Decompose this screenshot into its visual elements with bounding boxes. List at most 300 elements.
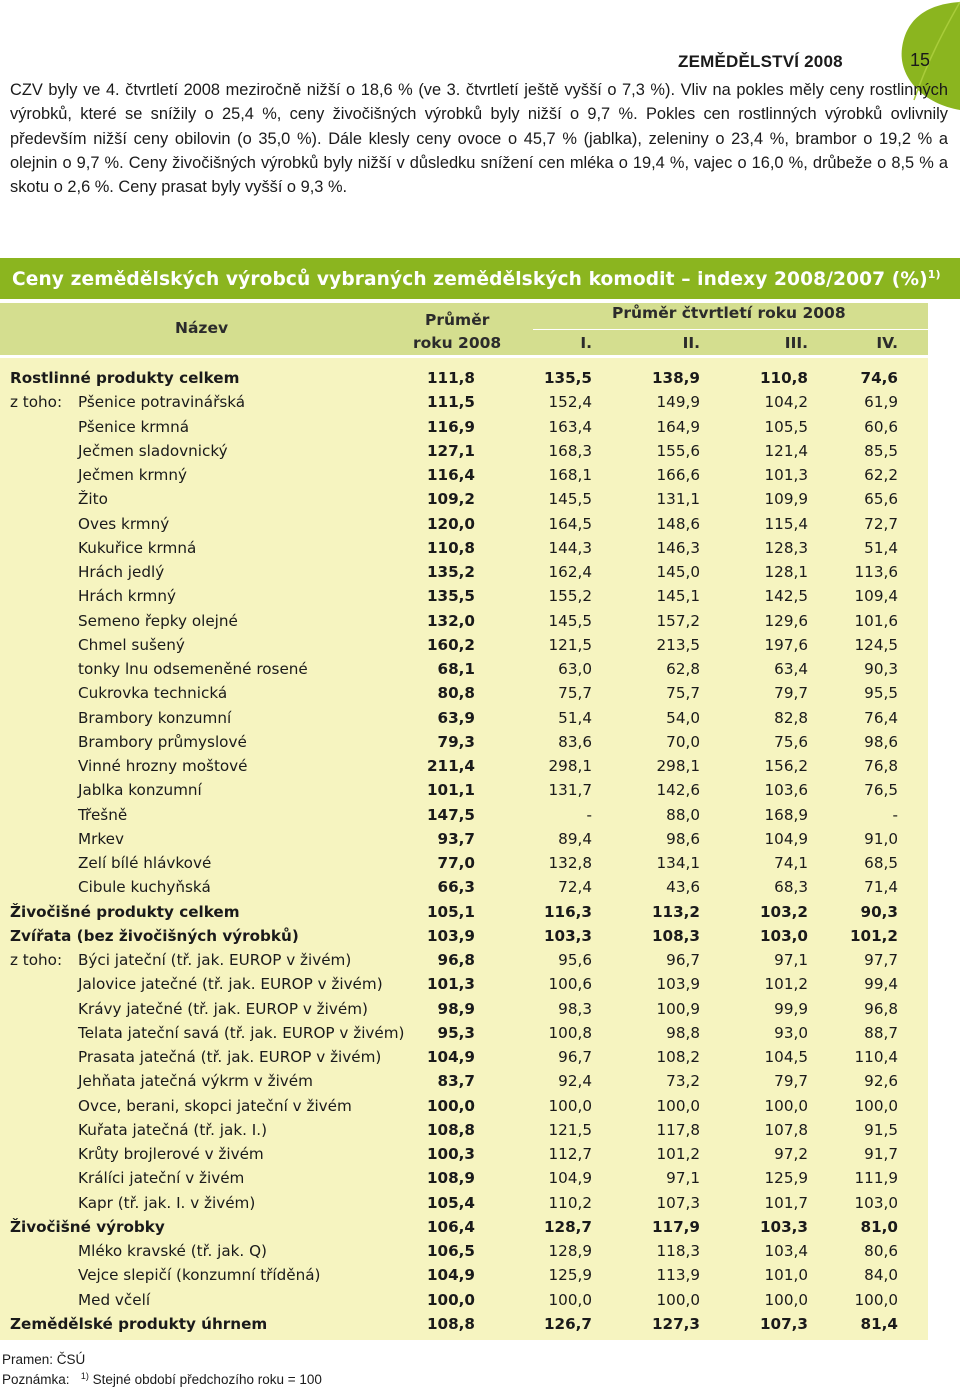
row-q2-value: 100,9 (656, 999, 700, 1018)
row-q3-value: 74,1 (774, 854, 808, 872)
row-q3-value: 156,2 (764, 757, 808, 775)
row-q1-value: 162,4 (548, 563, 592, 581)
row-q3-value: 128,1 (764, 563, 808, 581)
row-q2-value: 101,2 (656, 1145, 700, 1163)
row-q2-value: 73,2 (666, 1072, 700, 1091)
row-q1-value: 144,3 (548, 538, 592, 557)
column-header-q3: III. (784, 334, 808, 352)
row-annual-avg: 135,2 (426, 563, 475, 581)
row-label: Cibule kuchyňská (78, 878, 211, 897)
row-label: Vejce slepičí (konzumní tříděná) (78, 1266, 321, 1285)
row-q4-value: 113,6 (854, 563, 898, 581)
row-q2-value: 98,8 (666, 1023, 700, 1042)
row-label: Hrách krmný (78, 587, 176, 606)
row-q2-value: 145,0 (656, 563, 700, 581)
row-q1-value: 83,6 (558, 732, 592, 751)
table-row (0, 1191, 928, 1215)
row-q4-value: 91,0 (864, 829, 898, 848)
row-annual-avg: 80,8 (437, 684, 475, 703)
table-row (0, 972, 928, 996)
row-q4-value: 101,2 (849, 926, 898, 945)
row-q2-value: 113,9 (656, 1266, 700, 1285)
row-q1-value: 112,7 (548, 1145, 592, 1163)
table-row (0, 1142, 928, 1166)
table-row (0, 1118, 928, 1142)
table-row (0, 487, 928, 511)
row-q1-value: 96,7 (558, 1048, 592, 1066)
row-q2-value: 164,9 (656, 417, 700, 436)
column-header-q2: II. (682, 334, 700, 352)
row-q4-value: 84,0 (864, 1266, 898, 1285)
row-annual-avg: 127,1 (426, 441, 475, 460)
row-q1-value: 51,4 (558, 708, 592, 727)
row-q2-value: 118,3 (656, 1242, 700, 1260)
row-q4-value: 65,6 (864, 490, 898, 509)
row-annual-avg: 98,9 (437, 999, 475, 1018)
row-annual-avg: 105,4 (426, 1193, 475, 1212)
row-q2-value: 43,6 (666, 878, 700, 897)
row-q2-value: 166,6 (656, 466, 700, 484)
row-q1-value: 104,9 (548, 1169, 592, 1188)
row-q3-value: 125,9 (764, 1169, 808, 1188)
row-q3-value: 142,5 (764, 587, 808, 606)
row-q3-value: 82,8 (774, 708, 808, 727)
row-q4-value: 81,0 (860, 1217, 898, 1236)
row-q2-value: 62,8 (666, 660, 700, 678)
column-header-q1: I. (580, 334, 592, 352)
table-row (0, 512, 928, 536)
row-q4-value: 111,9 (854, 1169, 898, 1188)
table-row (0, 1021, 928, 1045)
row-q4-value: 71,4 (864, 878, 898, 897)
row-label: Jablka konzumní (78, 781, 202, 800)
row-q3-value: 97,1 (774, 951, 808, 969)
row-annual-avg: 66,3 (437, 878, 475, 897)
row-q4-value: 97,7 (864, 951, 898, 969)
row-label: Třešně (78, 805, 128, 824)
row-q4-value: 76,5 (864, 781, 898, 800)
row-annual-avg: 79,3 (437, 732, 475, 751)
row-q3-value: 99,9 (774, 999, 808, 1018)
row-prefix: z toho: (10, 951, 63, 969)
row-prefix: z toho: (10, 393, 63, 412)
row-q2-value: 54,0 (666, 708, 700, 727)
column-header-quarterly-avg: Průměr čtvrtletí roku 2008 (612, 304, 846, 322)
row-q3-value: 79,7 (774, 1072, 808, 1091)
row-q2-value: 108,3 (651, 926, 700, 945)
row-label: Ječmen krmný (78, 466, 187, 484)
table-title-footnote-mark: 1) (927, 268, 941, 281)
table-row (0, 681, 928, 705)
row-label: Cukrovka technická (78, 684, 228, 703)
row-annual-avg: 96,8 (437, 951, 475, 969)
row-q4-value: 72,7 (864, 514, 898, 533)
row-q1-value: 103,3 (543, 926, 592, 945)
column-header-annual-avg-line1: Průměr (425, 311, 490, 329)
row-label: tonky lnu odsemeněné rosené (78, 660, 308, 678)
row-label: Králíci jateční v živém (78, 1169, 245, 1188)
table-row (0, 1094, 928, 1118)
row-q1-value: 100,0 (548, 1290, 592, 1309)
row-q1-value: 164,5 (548, 514, 592, 533)
row-q4-value: 92,6 (864, 1072, 898, 1091)
row-q2-value: 117,8 (656, 1120, 700, 1139)
page-number: 15 (910, 50, 931, 70)
row-q4-value: 100,0 (854, 1096, 898, 1115)
row-q2-value: 75,7 (666, 684, 700, 703)
table-row (0, 1288, 928, 1312)
row-annual-avg: 101,1 (426, 781, 475, 800)
row-q2-value: 113,2 (651, 902, 700, 921)
row-annual-avg: 132,0 (426, 611, 475, 630)
row-q4-value: - (892, 805, 898, 824)
row-annual-avg: 103,9 (426, 926, 475, 945)
row-q2-value: 70,0 (666, 732, 700, 751)
row-q4-value: 61,9 (864, 393, 898, 412)
row-q3-value: 79,7 (774, 684, 808, 703)
row-q3-value: 104,9 (764, 829, 808, 848)
row-q3-value: 109,9 (764, 490, 808, 509)
row-q1-value: 98,3 (558, 999, 592, 1018)
row-label: Vinné hrozny moštové (78, 757, 248, 775)
row-q2-value: 108,2 (656, 1048, 700, 1066)
intro-paragraph: CZV byly ve 4. čtvrtletí 2008 meziročně nižší o 18,6 % (ve 3. čtvrtletí ještě vyšší o 7,3 %). Vliv na pokles měly ceny rostlinných výrobků, které se snížily o 25,4 %, ceny živočišných výrobků byly nižší o 9,7 %. Pokles cen rostlinných výrobků ovlivnily především nižší ceny obilovin (o 35,0 %). Dále klesly ceny ovoce o 45,7 % (jablka), zeleniny o 23,4 %, brambor o 19,2 % a olejnin o 9,7 %. Ceny živočišných výrobků byly nižší v důsledku snížení cen mléka o 19,4 %, vajec o 16,0 %, drůbeže o 8,5 % a skotu o 2,6 %. Ceny prasat byly vyšší o 9,3 %. (10, 81, 948, 197)
row-q1-value: 132,8 (548, 854, 592, 872)
row-q1-value: 152,4 (548, 393, 592, 412)
row-q2-value: 103,9 (656, 975, 700, 994)
row-annual-avg: 104,9 (426, 1048, 475, 1066)
row-q4-value: 60,6 (864, 417, 898, 436)
row-q1-value: 168,3 (548, 441, 592, 460)
row-q1-value: 163,4 (548, 417, 592, 436)
row-label: Chmel sušený (78, 635, 185, 654)
row-label: Med včelí (78, 1290, 151, 1309)
table-row (0, 1239, 928, 1263)
row-q1-value: 121,5 (548, 1120, 592, 1139)
row-q3-value: 105,5 (764, 417, 808, 436)
table-row (0, 1312, 928, 1336)
row-annual-avg: 147,5 (426, 805, 475, 824)
table-row (0, 730, 928, 754)
row-q4-value: 80,6 (864, 1242, 898, 1260)
table-row (0, 463, 928, 487)
row-q3-value: 129,6 (764, 611, 808, 630)
row-q3-value: 197,6 (764, 635, 808, 654)
table-row (0, 657, 928, 681)
row-label: Jehňata jatečná výkrm v živém (78, 1072, 313, 1091)
column-header-name: Název (175, 319, 229, 337)
row-label: Rostlinné produkty celkem (10, 369, 240, 387)
row-label: Mléko kravské (tř. jak. Q) (78, 1242, 267, 1260)
row-annual-avg: 211,4 (426, 757, 475, 775)
table-row (0, 1069, 928, 1093)
row-q4-value: 98,6 (864, 732, 898, 751)
table-row (0, 1215, 928, 1239)
row-q4-value: 76,8 (864, 757, 898, 775)
row-q1-value: 110,2 (548, 1193, 592, 1212)
row-label: Prasata jatečná (tř. jak. EUROP v živém) (78, 1048, 382, 1066)
row-q2-value: 134,1 (656, 854, 700, 872)
row-q3-value: 107,8 (764, 1120, 808, 1139)
row-q3-value: 104,2 (764, 393, 808, 412)
row-annual-avg: 93,7 (437, 829, 475, 848)
footnote-mark: 1) (80, 1371, 89, 1381)
row-q3-value: 121,4 (764, 441, 808, 460)
footnote (2, 1371, 322, 1387)
row-annual-avg: 108,8 (426, 1120, 475, 1139)
row-q1-value: 168,1 (548, 466, 592, 484)
row-q4-value: 109,4 (854, 587, 898, 606)
row-annual-avg: 110,8 (426, 538, 475, 557)
row-q1-value: 63,0 (558, 660, 592, 678)
row-annual-avg: 160,2 (426, 635, 475, 654)
table-row (0, 1263, 928, 1287)
row-q4-value: 96,8 (864, 999, 898, 1018)
row-label: Ovce, berani, skopci jateční v živém (78, 1096, 352, 1115)
row-label: Ječmen sladovnický (78, 441, 228, 460)
table-row (0, 560, 928, 584)
table-row (0, 851, 928, 875)
footnote-label: Poznámka: (2, 1372, 70, 1387)
row-q3-value: 101,2 (764, 975, 808, 994)
row-q1-value: 100,6 (548, 975, 592, 994)
footnote-text: Stejné období předchozího roku = 100 (92, 1372, 322, 1387)
row-q4-value: 76,4 (864, 708, 898, 727)
row-annual-avg: 100,0 (426, 1290, 475, 1309)
table-row (0, 584, 928, 608)
row-q2-value: 146,3 (656, 538, 700, 557)
row-q4-value: 68,5 (864, 854, 898, 872)
row-q4-value: 85,5 (864, 441, 898, 460)
row-q2-value: 88,0 (666, 805, 700, 824)
table-row (0, 754, 928, 778)
table-row (0, 1045, 928, 1069)
row-q4-value: 101,6 (854, 611, 898, 630)
row-q3-value: 101,7 (764, 1193, 808, 1212)
table-row (0, 706, 928, 730)
row-label: Pšenice krmná (78, 417, 190, 436)
row-annual-avg: 100,0 (426, 1096, 475, 1115)
row-q1-value: 75,7 (558, 684, 592, 703)
table-row (0, 1166, 928, 1190)
row-q3-value: 100,0 (764, 1290, 808, 1309)
row-q1-value: 155,2 (548, 587, 592, 606)
row-q3-value: 97,2 (774, 1145, 808, 1163)
row-q3-value: 93,0 (774, 1023, 808, 1042)
row-q2-value: 142,6 (656, 781, 700, 800)
row-q1-value: 128,7 (543, 1217, 592, 1236)
row-q1-value: 145,5 (548, 490, 592, 509)
row-q2-value: 131,1 (656, 490, 700, 509)
row-annual-avg: 83,7 (437, 1072, 475, 1091)
row-label: Zelí bílé hlávkové (78, 854, 212, 872)
row-q4-value: 110,4 (854, 1048, 898, 1066)
row-label: Telata jateční savá (tř. jak. EUROP v živém) (78, 1023, 405, 1042)
row-q3-value: 128,3 (764, 538, 808, 557)
row-q4-value: 103,0 (854, 1193, 898, 1212)
row-annual-avg: 108,8 (426, 1314, 475, 1333)
row-annual-avg: 95,3 (437, 1023, 475, 1042)
row-q3-value: 103,0 (759, 926, 808, 945)
row-q1-value: 125,9 (548, 1266, 592, 1285)
row-annual-avg: 111,8 (426, 369, 475, 387)
row-annual-avg: 116,9 (426, 417, 475, 436)
row-label: Býci jateční (tř. jak. EUROP v živém) (78, 951, 352, 969)
row-q1-value: 100,0 (548, 1096, 592, 1115)
row-q1-value: 95,6 (558, 951, 592, 969)
row-q3-value: 75,6 (774, 732, 808, 751)
row-q3-value: 103,6 (764, 781, 808, 800)
row-q4-value: 74,6 (860, 369, 898, 387)
row-q3-value: 104,5 (764, 1048, 808, 1066)
row-label: Pšenice potravinářská (78, 393, 246, 412)
row-label: Živočišné výrobky (10, 1217, 165, 1236)
row-annual-avg: 109,2 (426, 490, 475, 509)
row-q3-value: 100,0 (764, 1096, 808, 1115)
row-q2-value: 107,3 (656, 1193, 700, 1212)
row-label: Mrkev (78, 829, 124, 848)
row-q2-value: 127,3 (651, 1314, 700, 1333)
row-q3-value: 101,0 (764, 1266, 808, 1285)
column-header-q4: IV. (876, 334, 898, 352)
row-label: Živočišné produkty celkem (10, 902, 240, 921)
header-divider (533, 329, 928, 330)
row-annual-avg: 77,0 (437, 854, 475, 872)
row-annual-avg: 100,3 (426, 1145, 475, 1163)
row-annual-avg: 101,3 (426, 975, 475, 994)
table-row (0, 366, 928, 390)
row-q2-value: 149,9 (656, 393, 700, 412)
price-index-table (0, 303, 928, 1340)
row-q4-value: 62,2 (864, 466, 898, 484)
row-q1-value: 135,5 (543, 369, 592, 387)
row-label: Žito (78, 490, 108, 509)
row-q3-value: 115,4 (764, 514, 808, 533)
table-row (0, 390, 928, 414)
row-label: Kuřata jatečná (tř. jak. I.) (78, 1120, 267, 1139)
row-q3-value: 103,2 (759, 902, 808, 921)
row-q3-value: 110,8 (759, 369, 808, 387)
table-row (0, 948, 928, 972)
row-q2-value: 96,7 (666, 951, 700, 969)
row-annual-avg: 106,5 (426, 1242, 475, 1260)
row-q2-value: 97,1 (666, 1169, 700, 1188)
row-annual-avg: 68,1 (437, 660, 475, 678)
row-q2-value: 98,6 (666, 829, 700, 848)
row-label: Zemědělské produkty úhrnem (10, 1314, 268, 1333)
row-q1-value: 72,4 (558, 878, 592, 897)
table-row (0, 633, 928, 657)
table-row (0, 415, 928, 439)
row-label: Kukuřice krmná (78, 538, 197, 557)
row-q4-value: 124,5 (854, 635, 898, 654)
row-q4-value: 91,5 (864, 1120, 898, 1139)
row-q1-value: 89,4 (558, 829, 592, 848)
row-annual-avg: 105,1 (426, 902, 475, 921)
row-q3-value: 101,3 (764, 466, 808, 484)
table-header (0, 303, 928, 355)
page-header-title: ZEMĚDĚLSTVÍ 2008 (678, 52, 843, 71)
row-label: Semeno řepky olejné (78, 611, 238, 630)
row-q2-value: 100,0 (656, 1290, 700, 1309)
row-label: Hrách jedlý (78, 563, 165, 581)
row-q1-value: 298,1 (548, 757, 592, 775)
row-q2-value: 145,1 (656, 587, 700, 606)
row-q1-value: - (586, 805, 592, 824)
row-annual-avg: 135,5 (426, 587, 475, 606)
source-note: Pramen: ČSÚ (2, 1352, 86, 1367)
row-q2-value: 157,2 (656, 611, 700, 630)
row-q1-value: 126,7 (543, 1314, 592, 1333)
table-row (0, 827, 928, 851)
row-q4-value: 90,3 (860, 902, 898, 921)
column-header-annual-avg-line2: roku 2008 (413, 334, 502, 352)
row-label: Oves krmný (78, 514, 170, 533)
row-q3-value: 107,3 (759, 1314, 808, 1333)
row-q4-value: 81,4 (860, 1314, 898, 1333)
row-q4-value: 91,7 (864, 1145, 898, 1163)
row-q1-value: 116,3 (543, 902, 592, 921)
table-title-banner (0, 258, 960, 299)
table-row (0, 536, 928, 560)
row-q2-value: 117,9 (651, 1217, 700, 1236)
row-annual-avg: 111,5 (426, 393, 475, 412)
row-q4-value: 95,5 (864, 684, 898, 703)
row-annual-avg: 108,9 (426, 1169, 475, 1188)
row-q3-value: 168,9 (764, 805, 808, 824)
table-title-text: Ceny zemědělských výrobců vybraných zemědělských komodit – indexy 2008/2007 (%) (12, 269, 928, 290)
row-annual-avg: 120,0 (426, 514, 475, 533)
row-q1-value: 145,5 (548, 611, 592, 630)
row-q3-value: 103,4 (764, 1242, 808, 1260)
row-q3-value: 63,4 (774, 660, 808, 678)
row-label: Zvířata (bez živočišných výrobků) (10, 926, 299, 945)
table-row (0, 439, 928, 463)
row-q1-value: 100,8 (548, 1023, 592, 1042)
row-q4-value: 100,0 (854, 1290, 898, 1309)
row-label: Krůty brojlerové v živém (78, 1145, 264, 1163)
table-row (0, 803, 928, 827)
row-label: Jalovice jatečné (tř. jak. EUROP v živém) (78, 975, 383, 994)
row-annual-avg: 104,9 (426, 1266, 475, 1285)
row-q2-value: 213,5 (656, 635, 700, 654)
row-q1-value: 92,4 (558, 1072, 592, 1091)
row-annual-avg: 106,4 (426, 1217, 475, 1236)
row-q2-value: 100,0 (656, 1096, 700, 1115)
table-row (0, 997, 928, 1021)
row-q1-value: 121,5 (548, 635, 592, 654)
row-q4-value: 99,4 (864, 975, 898, 994)
row-label: Brambory konzumní (78, 708, 232, 727)
row-q1-value: 128,9 (548, 1242, 592, 1260)
row-q4-value: 51,4 (864, 538, 898, 557)
row-q3-value: 68,3 (774, 878, 808, 897)
row-annual-avg: 116,4 (426, 466, 475, 484)
table-row (0, 875, 928, 899)
row-q2-value: 298,1 (656, 757, 700, 775)
row-q4-value: 90,3 (864, 660, 898, 678)
table-row (0, 924, 928, 948)
row-q2-value: 148,6 (656, 514, 700, 533)
row-q4-value: 88,7 (864, 1023, 898, 1042)
row-q3-value: 103,3 (759, 1217, 808, 1236)
row-label: Kapr (tř. jak. I. v živém) (78, 1193, 256, 1212)
table-title (12, 268, 941, 290)
row-q2-value: 138,9 (651, 369, 700, 387)
row-q2-value: 155,6 (656, 441, 700, 460)
row-q1-value: 131,7 (548, 781, 592, 800)
table-row (0, 609, 928, 633)
